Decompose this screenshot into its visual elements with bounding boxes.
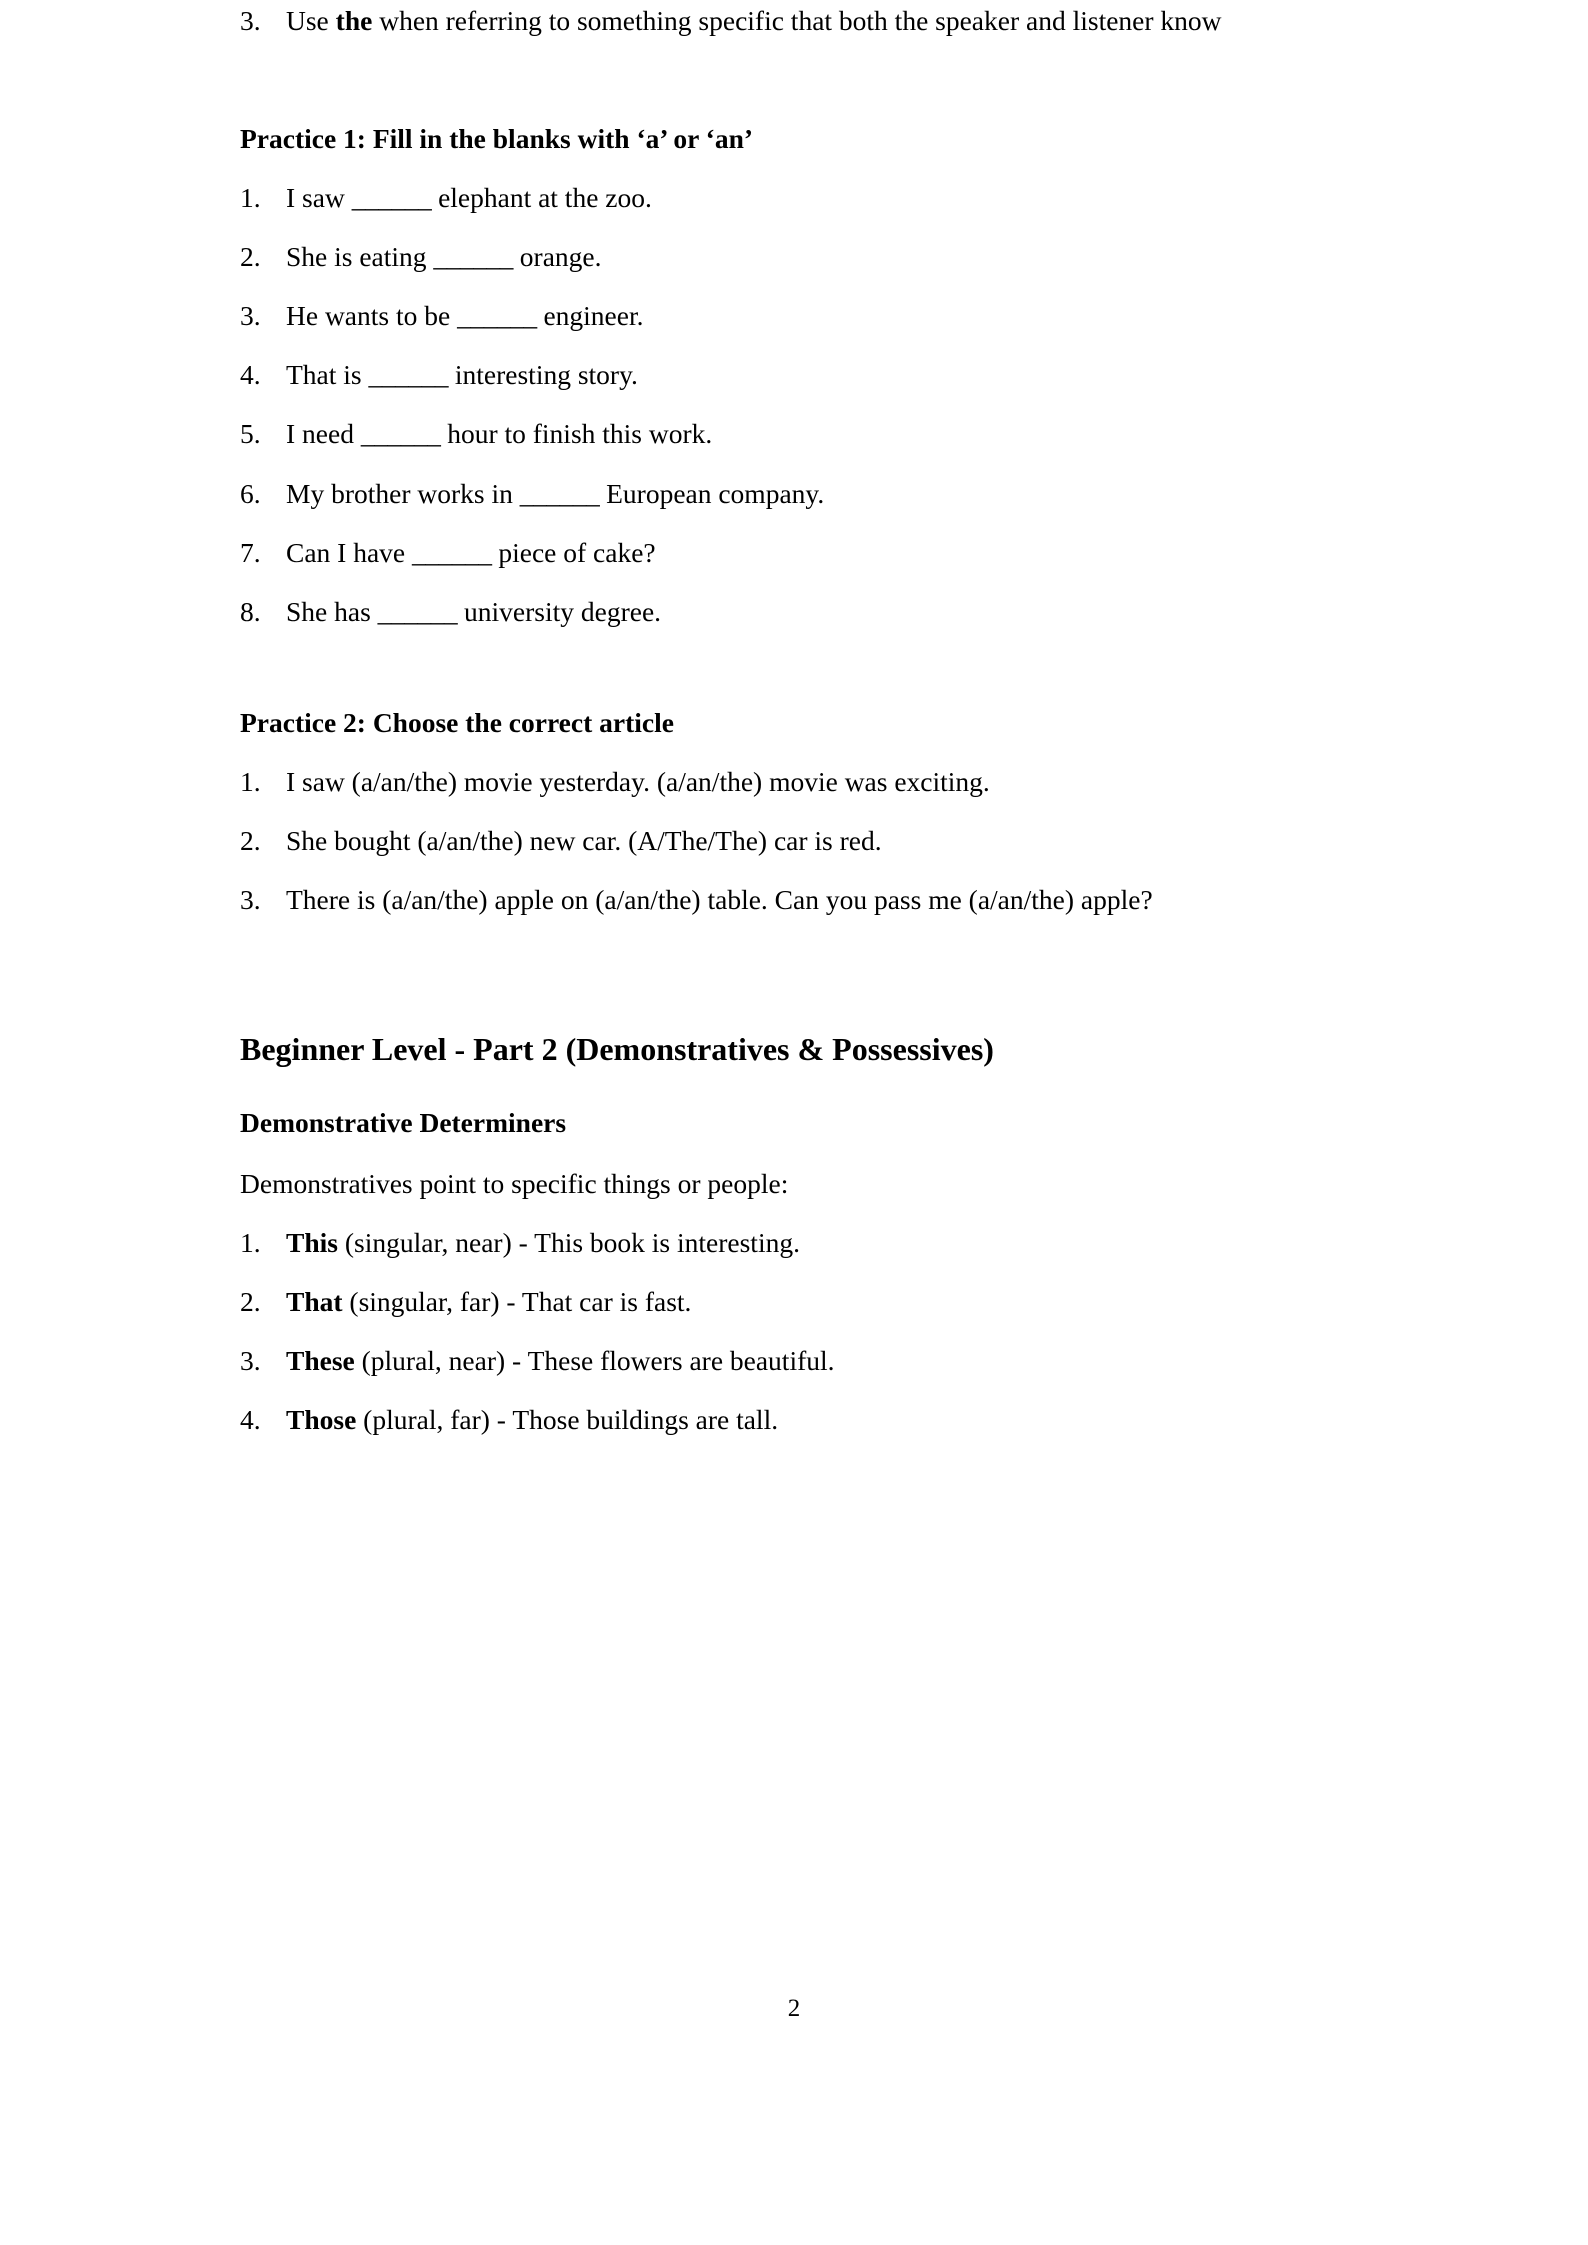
demonstrative-determiners-heading: Demonstrative Determiners: [240, 1106, 567, 1138]
demonstratives-intro: Demonstratives point to specific things or people:: [240, 1167, 789, 1199]
list-marker: 6.: [240, 477, 261, 509]
item-text-after: engineer.: [536, 300, 644, 332]
list-item: [240, 179, 1304, 216]
list-marker: 3.: [240, 1345, 261, 1377]
answer-blank[interactable]: ______: [457, 300, 537, 332]
item-text-before: He wants to be: [286, 300, 458, 332]
item-text: (plural, far) - Those buildings are tall.: [356, 1404, 779, 1436]
item-text: There is (a/an/the) apple on (a/an/the) table. Can you pass me (a/an/the) apple?: [286, 884, 1153, 916]
item-text-after: interesting story.: [448, 359, 638, 391]
item-text: (singular, far) - That car is fast.: [342, 1285, 692, 1317]
spacer: [240, 1141, 1304, 1165]
demonstrative-word: This: [286, 1226, 338, 1258]
spacer: [240, 630, 1304, 704]
list-marker: 1.: [240, 181, 261, 213]
list-item: [240, 1283, 1304, 1320]
list-marker: 2.: [240, 241, 261, 273]
list-item: [240, 1224, 1304, 1261]
list-marker: 2.: [240, 825, 261, 857]
list-marker: 4.: [240, 359, 261, 391]
spacer: [240, 741, 1304, 763]
list-marker: 3.: [240, 300, 261, 332]
list-item: [240, 238, 1304, 275]
spacer: [240, 1072, 1304, 1104]
demonstrative-word: That: [286, 1285, 343, 1317]
item-text: (singular, near) - This book is interesting.: [337, 1226, 800, 1258]
item-text-before: I saw: [286, 181, 352, 213]
rule-bold-word: the: [335, 5, 373, 36]
answer-blank[interactable]: ______: [519, 477, 600, 509]
list-item: [240, 593, 1304, 630]
item-text-before: Can I have: [286, 536, 412, 568]
list-marker: 2.: [240, 1285, 261, 1317]
page-number: 2: [787, 1995, 801, 2022]
item-text-before: I need: [286, 418, 361, 450]
spacer: [240, 1202, 1304, 1224]
practice-1-heading: Practice 1: Fill in the blanks with ‘a’ or ‘an’: [240, 122, 754, 154]
rule-text-before: Use: [286, 5, 336, 36]
practice-1-list: [240, 179, 1304, 630]
item-text: She bought (a/an/the) new car. (A/The/The) car is red.: [286, 825, 882, 857]
spacer: [240, 918, 1304, 1028]
list-item: [240, 475, 1304, 512]
item-text: (plural, near) - These flowers are beautiful.: [354, 1345, 835, 1377]
item-text-after: hour to finish this work.: [440, 418, 713, 450]
page-content: [240, 0, 1304, 1438]
list-marker: 7.: [240, 536, 261, 568]
demonstrative-word: Those: [286, 1404, 357, 1436]
item-text-before: She is eating: [286, 241, 434, 273]
item-text-after: orange.: [512, 241, 602, 273]
list-item: [240, 822, 1304, 859]
item-text-before: My brother works in: [286, 477, 520, 509]
item-text-before: That is: [286, 359, 369, 391]
demonstrative-word: These: [286, 1345, 355, 1377]
list-marker: 8.: [240, 595, 261, 627]
list-marker: 1.: [240, 1226, 261, 1258]
answer-blank[interactable]: ______: [433, 241, 513, 273]
list-item: [240, 534, 1304, 571]
rule-text-after: when referring to something specific that both the speaker and listener know: [372, 5, 1222, 36]
answer-blank[interactable]: ______: [351, 181, 432, 213]
item-text-after: elephant at the zoo.: [431, 181, 652, 213]
item-text-after: university degree.: [457, 595, 662, 627]
list-item: [240, 297, 1304, 334]
practice-2-heading: Practice 2: Choose the correct article: [240, 706, 674, 738]
list-item: [240, 415, 1304, 452]
spacer: [240, 157, 1304, 179]
answer-blank[interactable]: ______: [360, 418, 441, 450]
demonstratives-list: [240, 1224, 1304, 1439]
list-marker: 3.: [240, 5, 261, 36]
list-item: [240, 1342, 1304, 1379]
item-text-after: piece of cake?: [491, 536, 656, 568]
list-marker: 3.: [240, 884, 261, 916]
continued-rules-list: [240, 0, 1304, 42]
list-item: [240, 1401, 1304, 1438]
item-text: I saw (a/an/the) movie yesterday. (a/an/the) movie was exciting.: [286, 766, 990, 798]
spacer: [240, 42, 1304, 120]
list-marker: 1.: [240, 766, 261, 798]
list-item: [240, 0, 1304, 42]
answer-blank[interactable]: ______: [412, 536, 492, 568]
list-marker: 5.: [240, 418, 261, 450]
item-text-before: She has: [286, 595, 378, 627]
answer-blank[interactable]: ______: [368, 359, 448, 391]
list-item: [240, 881, 1304, 918]
item-text-after: European company.: [599, 477, 825, 509]
practice-2-list: [240, 763, 1304, 918]
part-2-title: Beginner Level - Part 2 (Demonstratives & Possessives): [240, 1031, 994, 1068]
list-item: [240, 356, 1304, 393]
list-item: [240, 763, 1304, 800]
list-marker: 4.: [240, 1404, 261, 1436]
answer-blank[interactable]: ______: [377, 595, 458, 627]
